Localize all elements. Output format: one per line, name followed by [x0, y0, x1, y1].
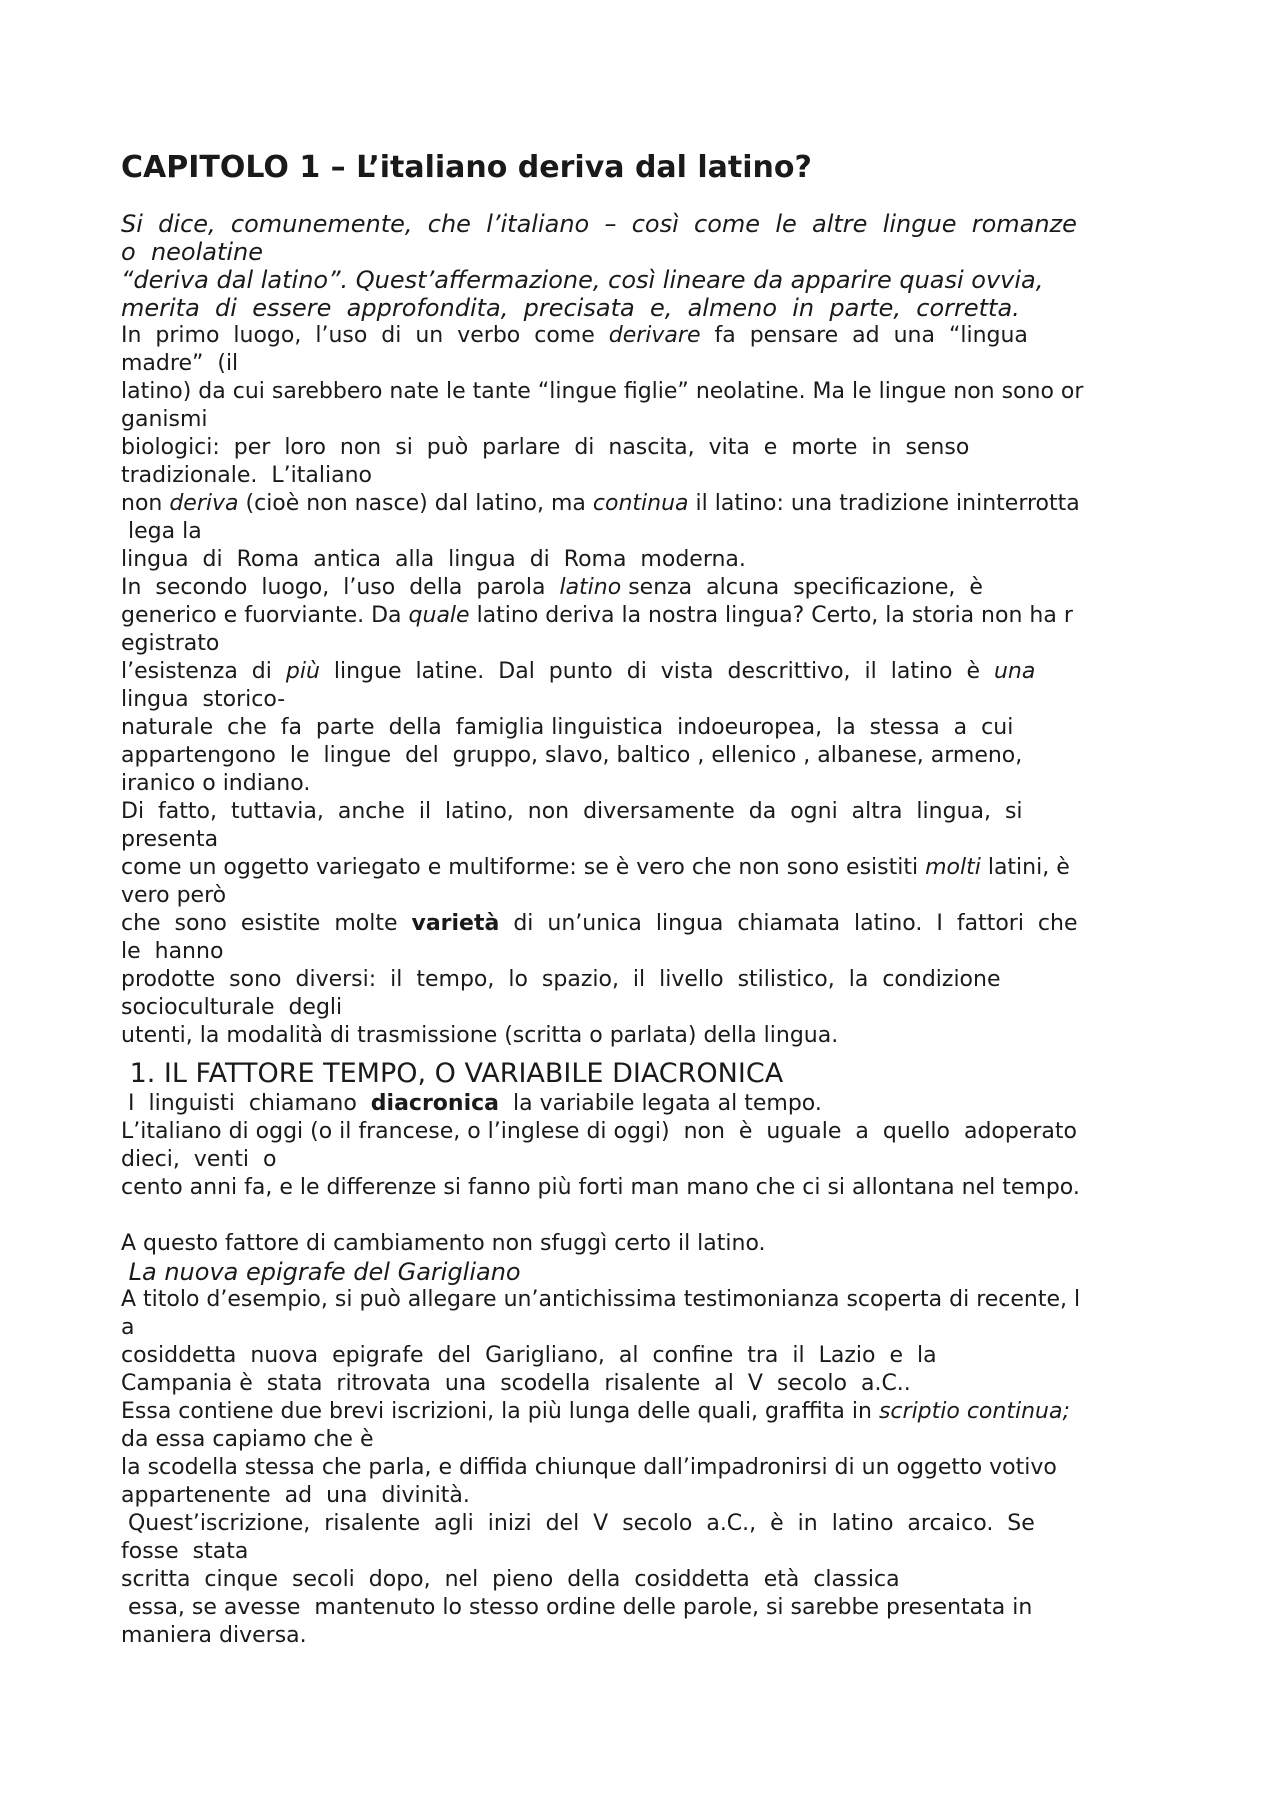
text-line: iranico o indiano. [121, 771, 311, 796]
text-line: madre” (il [121, 351, 239, 376]
text-run: senza alcuna specificazione, è [621, 575, 983, 600]
emphasis-molti: molti [925, 855, 981, 880]
text-run: latini, è [980, 855, 1070, 880]
text-line: le hanno [121, 939, 224, 964]
text-line: Campania è stata ritrovata una scodella risalente al V secolo a.C.. [121, 1371, 911, 1396]
text-run: che sono esistite molte [121, 911, 412, 936]
text-line: la scodella stessa che parla, e diffida chiunque dall’impadronirsi di un oggetto votivo [121, 1455, 1057, 1480]
text-run: non [121, 491, 170, 516]
text-run: In primo luogo, l’uso di un verbo come [121, 323, 609, 348]
text-line: prodotte sono diversi: il tempo, lo spazio, il livello stilistico, la condizione [121, 967, 1001, 992]
text-line: lingua di Roma antica alla lingua di Roma moderna. [121, 547, 746, 572]
text-run: (cioè non nasce) dal latino, ma [238, 491, 593, 516]
text-line: essa, se avesse mantenuto lo stesso ordine delle parole, si sarebbe presentata in [121, 1595, 1033, 1620]
paragraph-secondo-luogo [121, 574, 1171, 798]
text-run: generico e fuorviante. Da [121, 603, 409, 628]
chapter-title: CAPITOLO 1 – L’italiano deriva dal latino? [121, 150, 812, 185]
text-line: naturale che fa parte della famiglia linguistica indoeuropea, la stessa a cui [121, 715, 1014, 740]
text-line: maniera diversa. [121, 1623, 307, 1648]
intro-line: “deriva dal latino”. Quest’affermazione, così lineare da apparire quasi ovvia, [121, 266, 1044, 294]
text-line [121, 490, 1171, 518]
text-line: appartenente ad una divinità. [121, 1483, 470, 1508]
text-run: l’esistenza di [121, 659, 286, 684]
text-run: la variabile legata al tempo. [499, 1091, 822, 1116]
paragraph-di-fatto [121, 798, 1171, 1050]
text-line: cento anni fa, e le differenze si fanno più forti man mano che ci si allontana nel tempo. [121, 1175, 1080, 1200]
text-line: biologici: per loro non si può parlare di nascita, vita e morte in senso [121, 435, 970, 460]
bold-diacronica: diacronica [370, 1091, 500, 1116]
text-line: lega la [121, 519, 202, 544]
intro-line: o neolatine [121, 238, 264, 266]
text-run: fa pensare ad una “lingua [700, 323, 1028, 348]
text-line: socioculturale degli [121, 995, 343, 1020]
text-line: a [121, 1315, 135, 1340]
text-line: scritta cinque secoli dopo, nel pieno della cosiddetta età classica [121, 1567, 900, 1592]
text-line: Quest’iscrizione, risalente agli inizi del V secolo a.C., è in latino arcaico. Se [121, 1511, 1035, 1536]
intro-line: merita di essere approfondita, precisata e, almeno in parte, corretta. [121, 294, 1020, 322]
paragraph-primo-luogo [121, 322, 1171, 574]
text-line [121, 1090, 1171, 1118]
emphasis-piu: più [285, 659, 320, 684]
text-line: egistrato [121, 631, 220, 656]
text-line: appartengono le lingue del gruppo, slavo, baltico , ellenico , albanese, armeno, [121, 743, 1023, 768]
text-line: cosiddetta nuova epigrafe del Garigliano, al confine tra il Lazio e la [121, 1343, 937, 1368]
text-line [121, 1398, 1171, 1426]
text-line: da essa capiamo che è [121, 1427, 374, 1452]
text-line: tradizionale. L’italiano [121, 463, 372, 488]
text-line: utenti, la modalità di trasmissione (scritta o parlata) della lingua. [121, 1023, 839, 1048]
text-run: latino deriva la nostra lingua? Certo, la storia non ha r [469, 603, 1073, 628]
text-run: di un’unica lingua chiamata latino. I fattori che [499, 911, 1078, 936]
text-line: latino) da cui sarebbero nate le tante “lingue figlie” neolatine. Ma le lingue non sono or [121, 379, 1084, 404]
text-line: Di fatto, tuttavia, anche il latino, non diversamente da ogni altra lingua, si [121, 799, 1023, 824]
text-line [121, 322, 1171, 350]
text-run: In secondo luogo, l’uso della parola [121, 575, 560, 600]
emphasis-deriva: deriva [169, 491, 239, 516]
emphasis-quale: quale [408, 603, 470, 628]
text-line: ganismi [121, 407, 208, 432]
text-run: Essa contiene due brevi iscrizioni, la più lunga delle quali, graffita in [121, 1399, 879, 1424]
text-run: lingue latine. Dal punto di vista descrittivo, il latino è [319, 659, 994, 684]
emphasis-una: una [993, 659, 1036, 684]
intro-paragraph [121, 210, 1171, 322]
text-run: come un oggetto variegato e multiforme: se è vero che non sono esistiti [121, 855, 926, 880]
text-line: dieci, venti o [121, 1147, 277, 1172]
intro-line: Si dice, comunemente, che l’italiano – così come le altre lingue romanze [121, 210, 1077, 238]
text-line: L’italiano di oggi (o il francese, o l’inglese di oggi) non è uguale a quello adoperato [121, 1119, 1078, 1144]
text-line [121, 574, 1171, 602]
emphasis-latino: latino [559, 575, 622, 600]
section-fattore-tempo [121, 1058, 1171, 1258]
text-run: I linguisti chiamano [121, 1091, 371, 1116]
text-line: A questo fattore di cambiamento non sfuggì certo il latino. [121, 1231, 766, 1256]
section-heading: 1. IL FATTORE TEMPO, O VARIABILE DIACRONICA [121, 1058, 784, 1089]
blank-line [121, 1202, 1171, 1230]
text-line [121, 910, 1171, 938]
text-line: presenta [121, 827, 219, 852]
emphasis-scriptio-continua: scriptio continua; [878, 1399, 1070, 1424]
text-run: il latino: una tradizione ininterrotta [688, 491, 1080, 516]
text-line [121, 602, 1171, 630]
emphasis-derivare: derivare [608, 323, 701, 348]
document-page [121, 150, 1171, 1650]
text-line: lingua storico- [121, 687, 286, 712]
subsection-heading: La nuova epigrafe del Garigliano [121, 1258, 521, 1286]
bold-varieta: varietà [411, 911, 500, 936]
text-line: vero però [121, 883, 227, 908]
text-line: A titolo d’esempio, si può allegare un’antichissima testimonianza scoperta di recente, l [121, 1287, 1081, 1312]
emphasis-continua: continua [592, 491, 689, 516]
text-line: fosse stata [121, 1539, 249, 1564]
text-line [121, 658, 1171, 686]
text-line [121, 854, 1171, 882]
subsection-epigrafe [121, 1258, 1171, 1650]
